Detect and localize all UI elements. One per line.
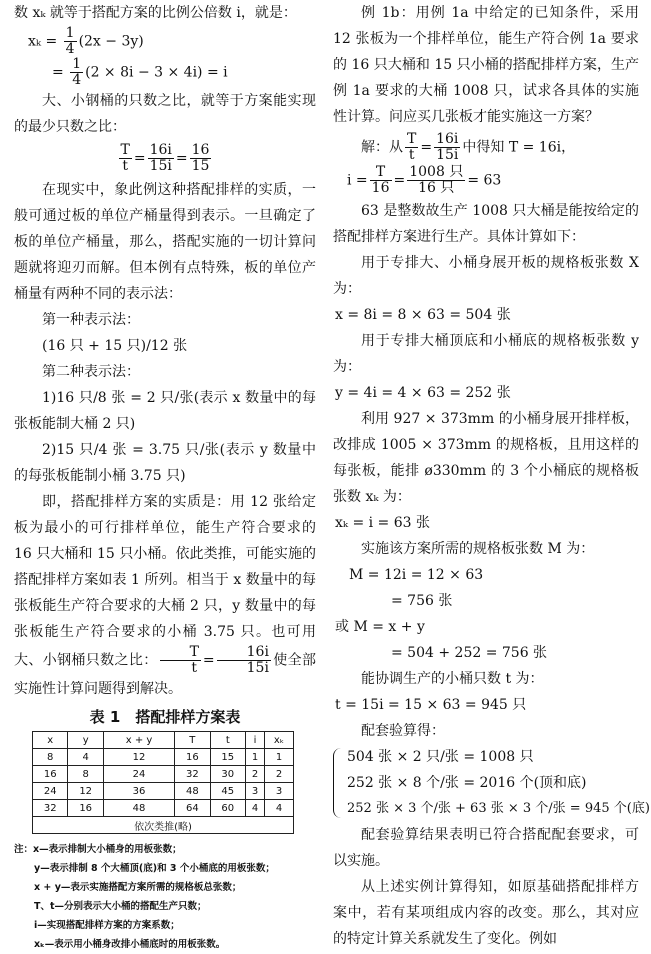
brace-mark	[333, 748, 342, 818]
table-notes	[14, 840, 316, 954]
scheme-table	[32, 731, 294, 834]
left-p1: 数 xₖ 就等于搭配方案的比例公倍数 i，就是：	[14, 5, 297, 21]
eq-x: x = 8i = 8 × 63 = 504 张	[335, 307, 511, 323]
th-xy: x + y	[103, 732, 174, 749]
eq1-fraction: $\frac{1}{4}$	[65, 25, 75, 57]
table-row: 16 8 24 32 30 2 2	[33, 766, 294, 783]
verification-block	[333, 744, 650, 822]
note-xk: xₖ—表示用小桶身改排小桶底时的用板张数。	[34, 939, 226, 950]
right-p6: 实施该方案所需的规格板张数 M 为：	[361, 541, 595, 557]
th-xk: xₖ	[265, 732, 294, 749]
eq-M1: M = 12i = 12 × 63	[349, 567, 484, 583]
eq-M4: = 504 + 252 = 756 张	[391, 645, 548, 661]
verify-line3: 252 张 × 3 个/张 + 63 张 × 3 个/张 = 945 个(底)	[347, 801, 650, 816]
eq-M2: = 756 张	[391, 593, 453, 609]
verify-line2: 252 张 × 8 个/张 = 2016 个(顶和底)	[347, 775, 587, 791]
note-x: 注：x—表示排制大小桶身的用板张数；	[14, 844, 182, 855]
th-i: i	[246, 732, 265, 749]
table-header-row	[33, 732, 294, 749]
eq-t: t = 15i = 15 × 63 = 945 只	[335, 697, 527, 713]
eq-y: y = 4i = 4 × 63 = 252 张	[335, 385, 511, 401]
th-x: x	[33, 732, 68, 749]
eq2-lhs: =	[52, 64, 64, 81]
eq-ratio: $\frac{T}{t}$ = $\frac{16i}{15i}$ = $\frac{16}{15}$	[120, 142, 210, 174]
method1-title: 第一种表示法：	[42, 312, 140, 328]
th-T: T	[175, 732, 210, 749]
right-p5: 利用 927 × 373mm 的小桶身展开排样板，改排成 1005 × 373mm 的规格板，且用这样的每张板，能排 ø330mm 的 3 个小桶底的规格板张数 xₖ 为：	[333, 411, 639, 505]
left-p2: 大、小钢桶的只数之比，就等于方案能实现的最少只数之比：	[14, 93, 316, 135]
eq-xk-value: xₖ = i = 63 张	[335, 515, 431, 531]
table-footer: 依次类推(略)	[33, 817, 294, 834]
note-Tt: T、t—分别表示大小桶的搭配生产只数；	[34, 901, 207, 912]
eq-xk	[14, 26, 316, 88]
solution-line1: 解：从 $\frac{T}{t}$ = $\frac{16i}{15i}$ 中得知 T = 16i，	[361, 131, 576, 163]
right-p9: 配套验算结果表明已符合搭配配套要求，可以实施。	[333, 827, 639, 869]
right-p3: 用于专排大、小桶身展开板的规格板张数 X 为：	[333, 255, 639, 297]
table-row: 32 16 48 64 60 4 4	[33, 800, 294, 817]
verify-line1: 504 张 × 2 只/张 = 1008 只	[347, 749, 534, 765]
right-p2: 63 是整数故生产 1008 只大桶是能按给定的搭配排样方案进行生产。具体计算如下：	[333, 203, 639, 245]
table-footer-row	[33, 817, 294, 834]
eq1-lhs: xₖ =	[28, 33, 58, 50]
table-title: 表 1 搭配排样方案表	[89, 708, 241, 726]
solution-line2: i = $\frac{T}{16}$ = $\frac{\text{1008 只}}{\text{16 只}}$ = 63	[347, 164, 502, 196]
eq1-rest: (2x − 3y)	[78, 33, 144, 50]
table-row: 24 12 36 48 45 3 3	[33, 783, 294, 800]
left-p4: 即，搭配排样方案的实质是：用 12 张给定板为最小的可行排样单位，能生产符合要求的 16 只大桶和 15 只小桶。依此类推，可能实施的搭配排样方案如表 1 所列。相当于 x 数量中的每张板能生产符合要求的大桶 2 只，y 数量中的每张板能生产符合要求的小桶 3.75 只。也可用大、小钢桶只数之比： $\frac{T}{t}$ = $\frac{16i}{15i}$ 使全部实施性计算问题得到解决。	[14, 494, 317, 697]
eq2-rest: (2 × 8i − 3 × 4i) = i	[85, 64, 228, 81]
eq2-fraction: $\frac{1}{4}$	[72, 56, 82, 88]
left-p3: 在现实中，象此例这种搭配排样的实质，一般可通过板的单位产桶量得到表示。一旦确定了板的单位产桶量，那么，搭配实施的一切计算问题就将迎刃而解。但本例有点特殊，板的单位产桶量有两种不同的表示法：	[14, 182, 316, 302]
method2-a: 1)16 只/8 张 = 2 只/张(表示 x 数量中的每张板能制大桶 2 只)	[14, 390, 316, 432]
method2-title: 第二种表示法：	[42, 364, 140, 380]
right-p10: 从上述实例计算得知，如原基础搭配排样方案中，若有某项组成内容的改变。那么，其对应的特定计算关系就发生了变化。例如	[333, 879, 639, 947]
method1-expr: (16 只 + 15 只)/12 张	[42, 338, 188, 354]
eq-M3: 或 M = x + y	[335, 619, 425, 635]
th-t: t	[210, 732, 245, 749]
note-y: y—表示排制 8 个大桶顶(底)和 3 个小桶底的用板张数；	[34, 863, 275, 874]
right-p8: 配套验算得：	[361, 723, 445, 739]
right-p1: 例 1b：用例 1a 中给定的已知条件，采用 12 张板为一个排样单位，能生产符合例 1a 要求的 16 只大桶和 15 只小桶的搭配排样方案，生产例 1a 要求的大桶 1008 只，试求各具体的实施性计算。问应买几张板才能实施这一方案？	[333, 5, 639, 125]
right-column	[333, 0, 650, 952]
right-p7: 能协调生产的小桶只数 t 为：	[361, 671, 544, 687]
note-i: i—实现搭配排样方案的方案系数；	[34, 920, 180, 931]
left-column	[14, 0, 316, 954]
right-p4: 用于专排大桶顶底和小桶底的规格板张数 y 为：	[333, 333, 639, 375]
table-row: 8 4 12 16 15 1 1	[33, 749, 294, 766]
th-y: y	[68, 732, 103, 749]
method2-b: 2)15 只/4 张 = 3.75 只/张(表示 y 数量中的每张板能制小桶 3.75 只)	[14, 442, 316, 484]
note-xy: x + y—表示实施搭配方案所需的规格板总张数；	[34, 882, 242, 893]
